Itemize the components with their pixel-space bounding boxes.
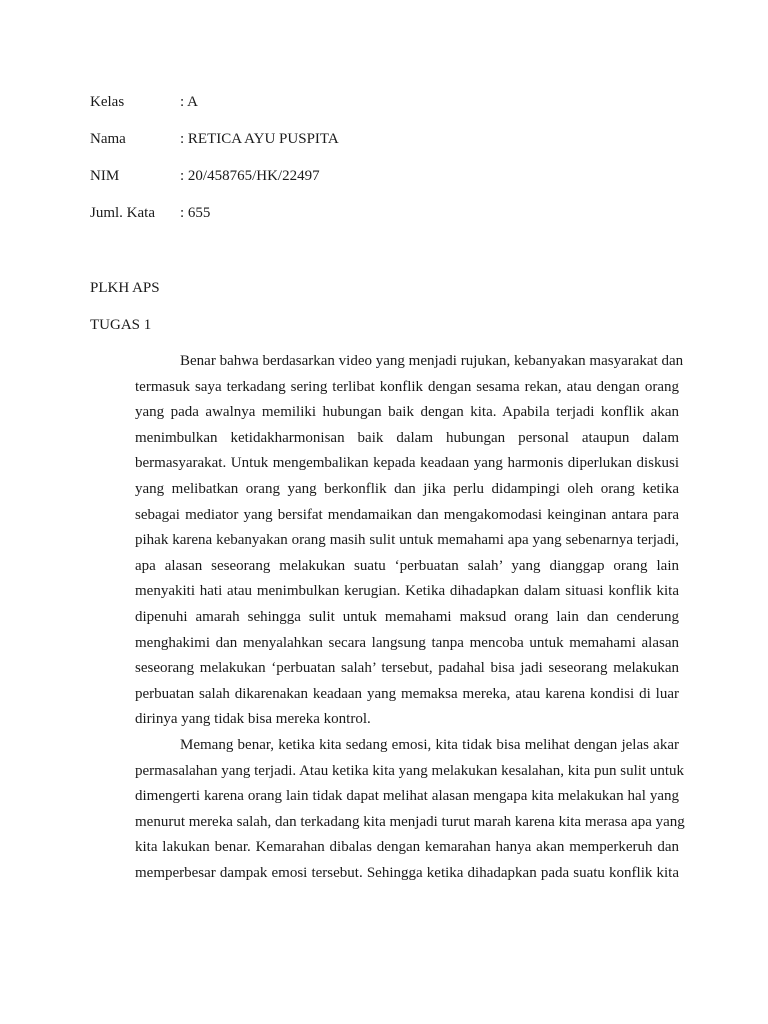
word-count-label: Juml. Kata [90,205,155,221]
course-title: PLKH APS [90,280,160,296]
kelas-value: : A [180,94,198,110]
paragraph-line: Benar bahwa berdasarkan video yang menjadi rujukan, kebanyakan masyarakat dan [180,353,684,369]
nim-label: NIM [90,168,120,184]
paragraph-1 [135,349,684,733]
paragraph-line: dimengerti karena orang lain tidak dapat melihat alasan mengapa kita melakukan hal yang [135,788,679,805]
word-count-value: : 655 [180,205,211,221]
paragraph-line: dirinya yang tidak bisa mereka kontrol. [135,711,371,728]
paragraph-line: pihak karena kebanyakan orang masih sulit untuk memahami apa yang sebenarnya terjadi, [135,532,679,549]
nim-value: : 20/458765/HK/22497 [180,168,320,184]
essay-body [135,349,685,886]
kelas-label: Kelas [90,94,125,110]
paragraph-line: memperbesar dampak emosi tersebut. Sehingga ketika dihadapkan pada suatu konflik kita [135,864,679,881]
paragraph-line: seseorang melakukan ‘perbuatan salah’ tersebut, padahal bisa jadi seseorang melakukan [135,660,679,677]
paragraph-line: yang melibatkan orang yang berkonflik dan jika perlu didampingi oleh orang ketika [135,480,679,497]
paragraph-line: Memang benar, ketika kita sedang emosi, kita tidak bisa melihat dengan jelas akar [180,736,679,753]
paragraph-line: yang pada awalnya memiliki hubungan baik dengan kita. Apabila terjadi konflik akan [135,404,679,421]
paragraph-line: termasuk saya terkadang sering terlibat konflik dengan sesama rekan, atau dengan orang [135,378,679,395]
paragraph-line: menurut mereka salah, dan terkadang kita menjadi turut marah karena kita merasa apa yang [135,813,685,830]
nama-label: Nama [90,131,126,147]
paragraph-line: apa alasan seseorang melakukan suatu ‘perbuatan salah’ yang dianggap orang lain [135,557,679,574]
paragraph-line: dipenuhi amarah sehingga sulit untuk memahami maksud orang lain dan cenderung [135,608,679,625]
paragraph-line: menghakimi dan menyalahkan secara langsung tanpa mencoba untuk memahami alasan [135,634,679,651]
nama-value: : RETICA AYU PUSPITA [180,131,339,147]
assignment-title: TUGAS 1 [90,317,152,333]
paragraph-line: bermasyarakat. Untuk mengembalikan kepada keadaan yang harmonis diperlukan diskusi [135,455,679,472]
paragraph-line: menyakiti hati atau menimbulkan kerugian. Ketika dihadapkan dalam situasi konflik kita [135,583,679,600]
paragraph-line: sebagai mediator yang bersifat mendamaikan dan mengakomodasi keinginan antara para [135,506,679,523]
paragraph-line: menimbulkan ketidakharmonisan baik dalam hubungan personal ataupun dalam [135,429,679,446]
paragraph-line: kita lakukan benar. Kemarahan dibalas dengan kemarahan hanya akan memperkeruh dan [135,839,679,856]
paragraph-line: perbuatan salah dikarenakan keadaan yang memaksa mereka, atau karena kondisi di luar [135,685,679,702]
paragraph-line: permasalahan yang terjadi. Atau ketika kita yang melakukan kesalahan, kita pun sulit untuk [135,762,685,779]
paragraph-2 [135,733,685,887]
